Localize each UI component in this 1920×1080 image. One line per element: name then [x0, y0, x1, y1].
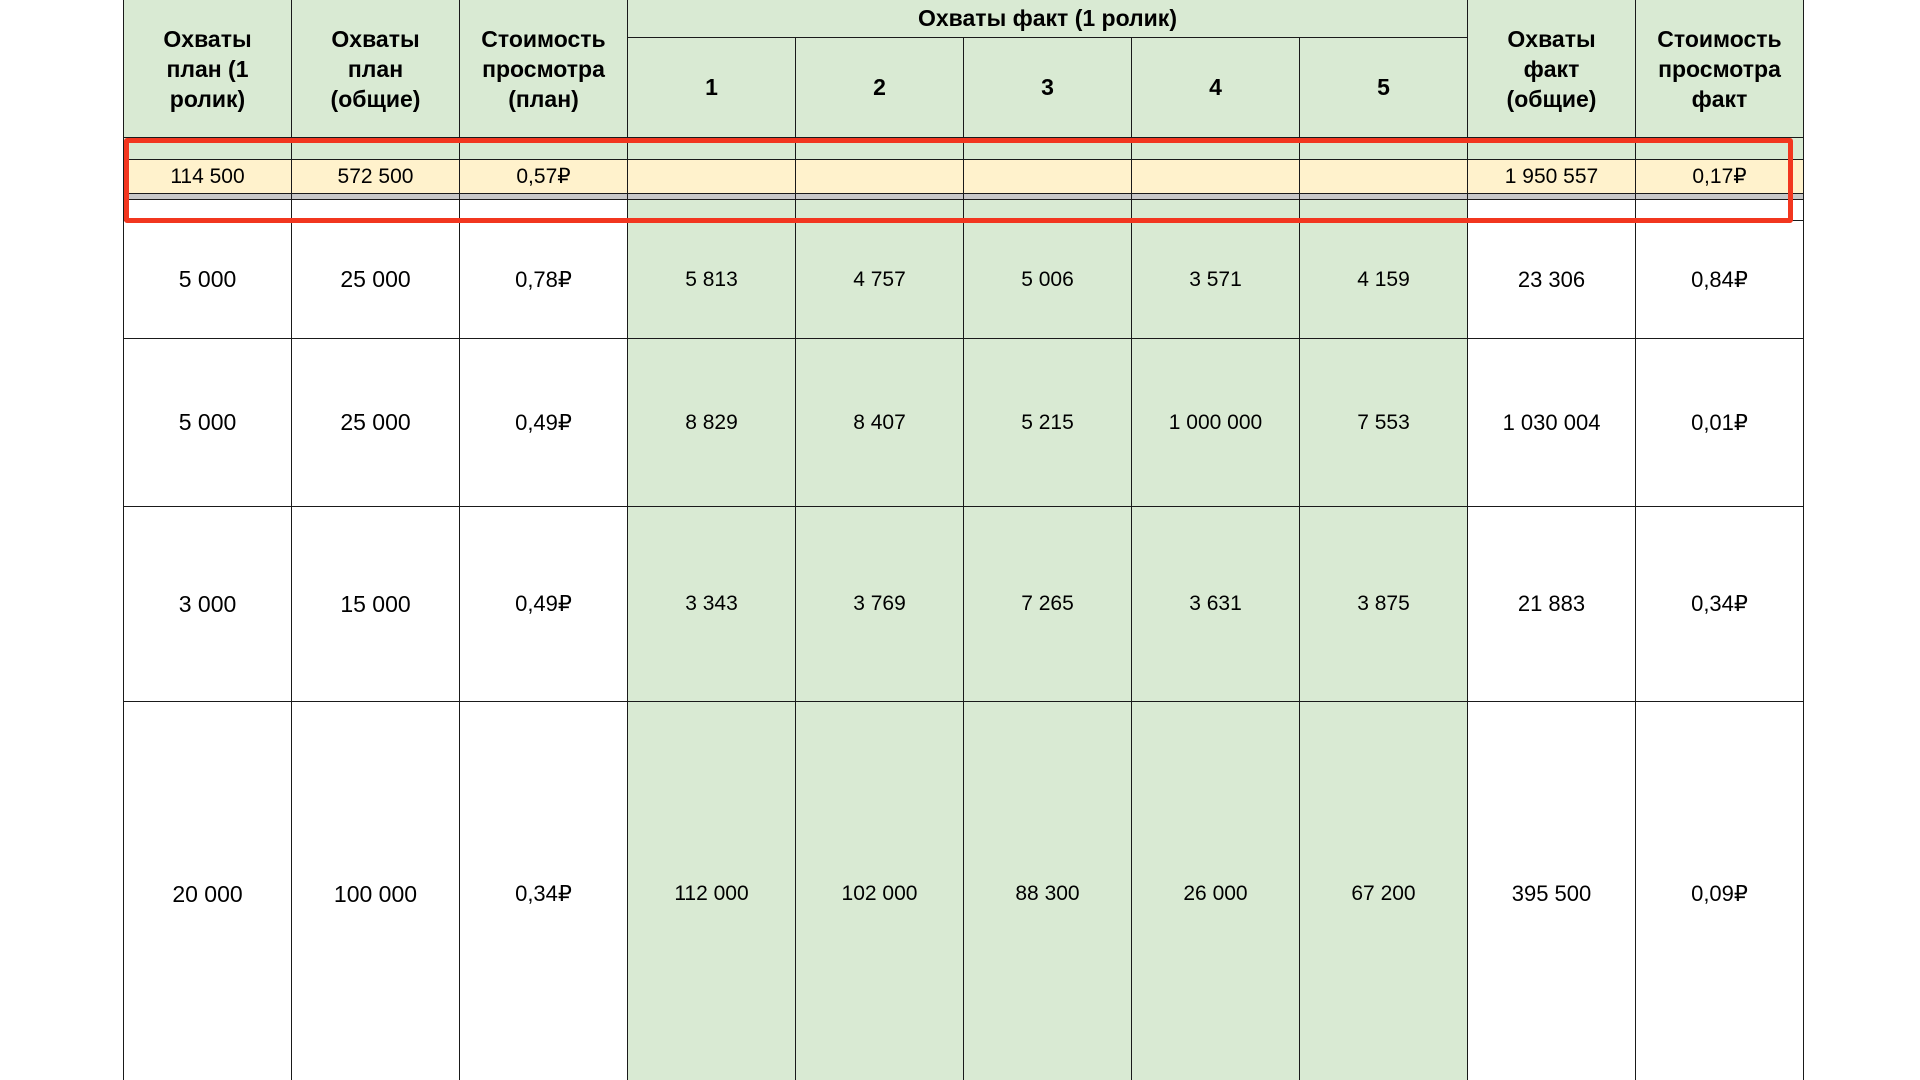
cell-cost-fact[interactable]: 0,01₽ — [1636, 339, 1804, 507]
empty-cell[interactable] — [796, 200, 964, 221]
cell-fact-4[interactable]: 26 000 — [1132, 702, 1300, 1080]
cell-cost-fact[interactable]: 0,84₽ — [1636, 221, 1804, 339]
header-fact-col-5[interactable]: 5 — [1300, 38, 1468, 138]
spacer-cell — [1468, 138, 1636, 160]
header-reach-fact-total[interactable]: Охваты факт (общие) — [1468, 0, 1636, 138]
empty-row — [124, 200, 1804, 221]
cell-cost-plan[interactable]: 0,49₽ — [460, 339, 628, 507]
empty-cell[interactable] — [1636, 200, 1804, 221]
total-row — [124, 160, 1804, 194]
cell-cost-plan[interactable]: 0,49₽ — [460, 507, 628, 702]
empty-cell[interactable] — [124, 200, 292, 221]
reach-table — [123, 0, 1804, 1080]
total-reach-plan-total[interactable]: 572 500 — [292, 160, 460, 194]
table-row — [124, 339, 1804, 507]
header-fact-col-3[interactable]: 3 — [964, 38, 1132, 138]
empty-cell[interactable] — [1468, 200, 1636, 221]
cell-fact-1[interactable]: 8 829 — [628, 339, 796, 507]
cell-cost-fact[interactable]: 0,34₽ — [1636, 507, 1804, 702]
cell-fact-3[interactable]: 7 265 — [964, 507, 1132, 702]
total-fact-2[interactable] — [796, 160, 964, 194]
header-reach-plan-total[interactable]: Охваты план (общие) — [292, 0, 460, 138]
cell-reach-plan-one[interactable]: 20 000 — [124, 702, 292, 1080]
spacer-cell — [1636, 138, 1804, 160]
spacer-cell — [124, 138, 292, 160]
cell-reach-plan-one[interactable]: 5 000 — [124, 339, 292, 507]
header-fact-col-2[interactable]: 2 — [796, 38, 964, 138]
empty-cell[interactable] — [964, 200, 1132, 221]
cell-reach-plan-total[interactable]: 100 000 — [292, 702, 460, 1080]
cell-reach-plan-one[interactable]: 5 000 — [124, 221, 292, 339]
cell-fact-2[interactable]: 3 769 — [796, 507, 964, 702]
total-fact-5[interactable] — [1300, 160, 1468, 194]
empty-cell[interactable] — [1132, 200, 1300, 221]
table-row — [124, 221, 1804, 339]
cell-fact-3[interactable]: 5 215 — [964, 339, 1132, 507]
spacer-cell — [964, 138, 1132, 160]
cell-reach-fact-total[interactable]: 395 500 — [1468, 702, 1636, 1080]
empty-cell[interactable] — [1300, 200, 1468, 221]
cell-reach-plan-total[interactable]: 25 000 — [292, 339, 460, 507]
total-fact-4[interactable] — [1132, 160, 1300, 194]
empty-cell[interactable] — [460, 200, 628, 221]
header-cost-fact[interactable]: Стоимость просмотра факт — [1636, 0, 1804, 138]
cell-fact-1[interactable]: 5 813 — [628, 221, 796, 339]
spacer-cell — [1300, 138, 1468, 160]
cell-reach-plan-one[interactable]: 3 000 — [124, 507, 292, 702]
spacer-cell — [460, 138, 628, 160]
empty-cell[interactable] — [628, 200, 796, 221]
cell-fact-4[interactable]: 3 571 — [1132, 221, 1300, 339]
total-reach-fact-total[interactable]: 1 950 557 — [1468, 160, 1636, 194]
spacer-cell — [628, 138, 796, 160]
header-cost-plan[interactable]: Стоимость просмотра (план) — [460, 0, 628, 138]
cell-fact-5[interactable]: 4 159 — [1300, 221, 1468, 339]
cell-fact-1[interactable]: 3 343 — [628, 507, 796, 702]
header-fact-col-4[interactable]: 4 — [1132, 38, 1300, 138]
cell-fact-5[interactable]: 67 200 — [1300, 702, 1468, 1080]
cell-cost-plan[interactable]: 0,34₽ — [460, 702, 628, 1080]
cell-fact-2[interactable]: 4 757 — [796, 221, 964, 339]
header-reach-plan-one[interactable]: Охваты план (1 ролик) — [124, 0, 292, 138]
cell-cost-fact[interactable]: 0,09₽ — [1636, 702, 1804, 1080]
cell-fact-3[interactable]: 88 300 — [964, 702, 1132, 1080]
cell-fact-5[interactable]: 3 875 — [1300, 507, 1468, 702]
cell-cost-plan[interactable]: 0,78₽ — [460, 221, 628, 339]
total-cost-fact[interactable]: 0,17₽ — [1636, 160, 1804, 194]
cell-reach-plan-total[interactable]: 15 000 — [292, 507, 460, 702]
cell-fact-4[interactable]: 1 000 000 — [1132, 339, 1300, 507]
spacer-cell — [1132, 138, 1300, 160]
spacer-cell — [292, 138, 460, 160]
cell-fact-2[interactable]: 8 407 — [796, 339, 964, 507]
total-reach-plan-one[interactable]: 114 500 — [124, 160, 292, 194]
cell-fact-2[interactable]: 102 000 — [796, 702, 964, 1080]
spacer-cell — [796, 138, 964, 160]
cell-fact-1[interactable]: 112 000 — [628, 702, 796, 1080]
cell-reach-fact-total[interactable]: 1 030 004 — [1468, 339, 1636, 507]
header-fact-col-1[interactable]: 1 — [628, 38, 796, 138]
cell-reach-fact-total[interactable]: 23 306 — [1468, 221, 1636, 339]
total-fact-3[interactable] — [964, 160, 1132, 194]
empty-cell[interactable] — [292, 200, 460, 221]
cell-fact-5[interactable]: 7 553 — [1300, 339, 1468, 507]
total-fact-1[interactable] — [628, 160, 796, 194]
header-row-top — [124, 0, 1804, 38]
cell-fact-3[interactable]: 5 006 — [964, 221, 1132, 339]
table-row — [124, 507, 1804, 702]
spacer-row-top — [124, 138, 1804, 160]
cell-reach-plan-total[interactable]: 25 000 — [292, 221, 460, 339]
total-cost-plan[interactable]: 0,57₽ — [460, 160, 628, 194]
table-row — [124, 702, 1804, 1080]
cell-fact-4[interactable]: 3 631 — [1132, 507, 1300, 702]
header-reach-fact-group[interactable]: Охваты факт (1 ролик) — [628, 0, 1468, 38]
cell-reach-fact-total[interactable]: 21 883 — [1468, 507, 1636, 702]
